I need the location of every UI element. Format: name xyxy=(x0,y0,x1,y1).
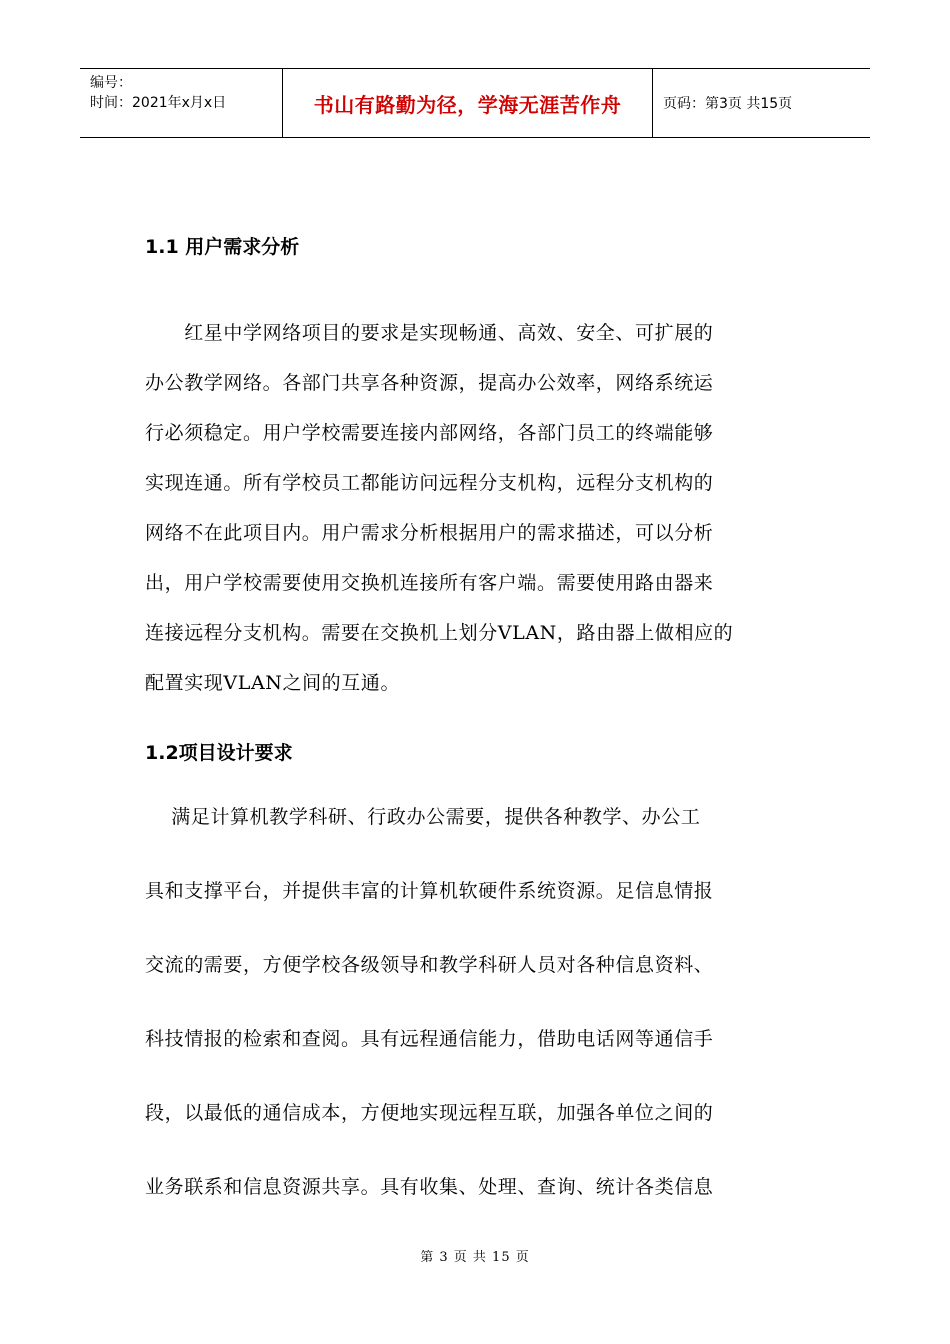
section-heading-1-2: 1.2项目设计要求 xyxy=(145,742,293,764)
header-middle-cell xyxy=(283,69,653,137)
motto: 书山有路勤为径，学海无涯苦作舟 xyxy=(313,92,622,117)
paragraph-line: 实现连通。所有学校员工都能访问远程分支机构，远程分支机构的 xyxy=(145,472,714,494)
paragraph-line: 业务联系和信息资源共享。具有收集、处理、查询、统计各类信息 xyxy=(145,1176,714,1198)
paragraph-line: 交流的需要，方便学校各级领导和教学科研人员对各种信息资料、 xyxy=(145,954,714,976)
date-label: 时间：2021年x月x日 xyxy=(90,95,227,111)
paragraph-line: 出，用户学校需要使用交换机连接所有客户端。需要使用路由器来 xyxy=(145,572,714,594)
paragraph-design-requirements xyxy=(145,780,810,1224)
paragraph-line: 科技情报的检索和查阅。具有远程通信能力，借助电话网等通信手 xyxy=(145,1028,714,1050)
paragraph-line: 行必须稳定。用户学校需要连接内部网络，各部门员工的终端能够 xyxy=(145,422,714,444)
paragraph-line: 满足计算机教学科研、行政办公需要，提供各种教学、办公工 xyxy=(145,806,701,828)
number-label: 编号： xyxy=(90,75,132,91)
paragraph-line: 具和支撑平台，并提供丰富的计算机软硬件系统资源。足信息情报 xyxy=(145,880,714,902)
paragraph-line: 红星中学网络项目的要求是实现畅通、高效、安全、可扩展的 xyxy=(145,322,714,344)
page-label: 页码：第3页 共15页 xyxy=(663,96,793,112)
paragraph-line: 配置实现VLAN之间的互通。 xyxy=(145,672,401,694)
paragraph-line: 办公教学网络。各部门共享各种资源，提高办公效率，网络系统运 xyxy=(145,372,714,394)
paragraph-user-requirements xyxy=(145,308,810,708)
page-header xyxy=(80,68,870,138)
header-left-cell xyxy=(80,69,283,137)
paragraph-line: 段，以最低的通信成本，方便地实现远程互联，加强各单位之间的 xyxy=(145,1102,714,1124)
page-footer: 第 3 页 共 15 页 xyxy=(420,1250,530,1265)
header-right-cell xyxy=(653,69,870,137)
section-heading-1-1: 1.1 用户需求分析 xyxy=(145,236,300,258)
paragraph-line: 连接远程分支机构。需要在交换机上划分VLAN，路由器上做相应的 xyxy=(145,622,734,644)
paragraph-line: 网络不在此项目内。用户需求分析根据用户的需求描述，可以分析 xyxy=(145,522,714,544)
